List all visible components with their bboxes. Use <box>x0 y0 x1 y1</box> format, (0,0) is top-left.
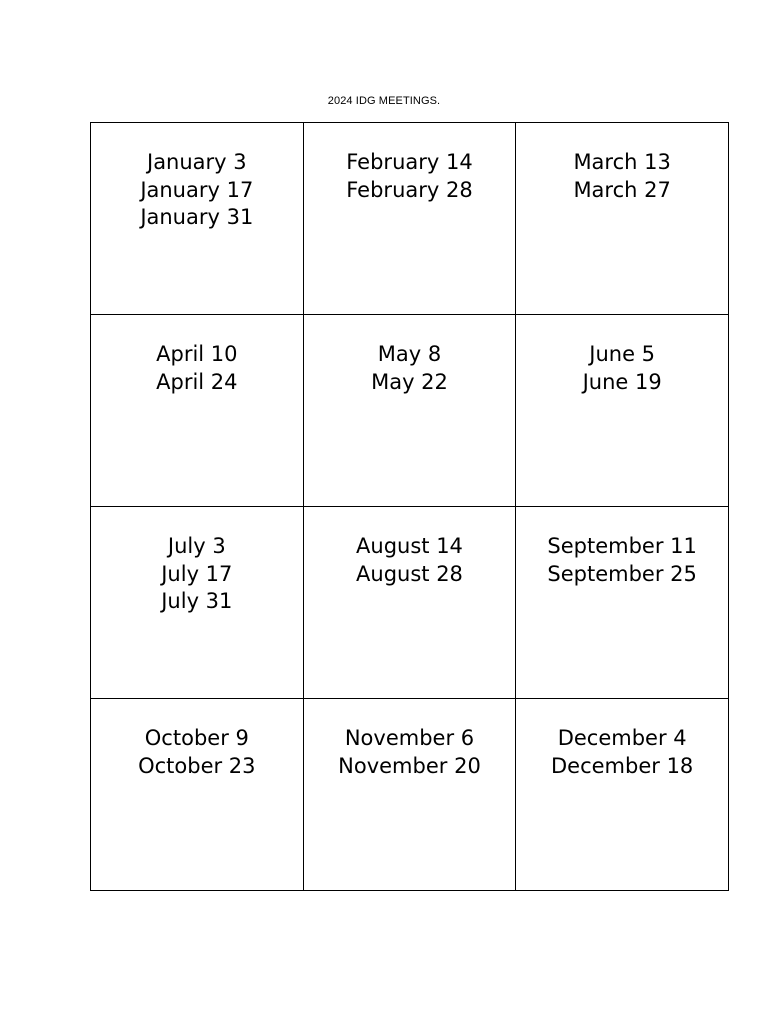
table-row <box>91 699 729 891</box>
table-row <box>91 123 729 315</box>
meeting-date: January 17 <box>140 177 254 202</box>
meeting-date: March 27 <box>573 177 671 202</box>
meeting-date: August 14 <box>356 534 463 558</box>
meeting-date: January 3 <box>147 150 247 174</box>
table-row <box>91 315 729 507</box>
meeting-date: August 28 <box>356 561 463 586</box>
meeting-date: October 9 <box>144 726 249 750</box>
meeting-date: September 25 <box>547 561 697 586</box>
meeting-date: July 17 <box>161 561 233 586</box>
meeting-date: February 14 <box>346 150 473 174</box>
meeting-date: December 18 <box>551 753 694 778</box>
month-cell-june <box>516 315 729 507</box>
month-cell-august <box>303 507 516 699</box>
month-cell-november <box>303 699 516 891</box>
month-cell-september <box>516 507 729 699</box>
meeting-calendar-table <box>90 122 729 891</box>
month-cell-january <box>91 123 304 315</box>
meeting-date: May 22 <box>371 369 448 394</box>
month-cell-march <box>516 123 729 315</box>
meeting-date: July 3 <box>167 534 226 558</box>
table-row <box>91 507 729 699</box>
meeting-date: July 31 <box>161 589 233 613</box>
month-cell-july <box>91 507 304 699</box>
meeting-date: September 11 <box>547 534 697 558</box>
meeting-date: February 28 <box>346 177 473 202</box>
meeting-date: March 13 <box>573 150 671 174</box>
meeting-date: October 23 <box>138 753 256 778</box>
meeting-date: May 8 <box>377 342 442 366</box>
meeting-date: November 6 <box>344 726 475 750</box>
meeting-date: November 20 <box>338 753 481 778</box>
month-cell-october <box>91 699 304 891</box>
meeting-date: December 4 <box>557 726 687 750</box>
meeting-date: June 5 <box>589 342 656 366</box>
meeting-date: January 31 <box>140 205 254 229</box>
meeting-date: April 24 <box>156 369 238 394</box>
month-cell-april <box>91 315 304 507</box>
month-cell-december <box>516 699 729 891</box>
meeting-date: April 10 <box>156 342 238 366</box>
month-cell-february <box>303 123 516 315</box>
month-cell-may <box>303 315 516 507</box>
meeting-date: June 19 <box>582 369 662 394</box>
page-title: 2024 IDG MEETINGS. <box>327 95 441 107</box>
